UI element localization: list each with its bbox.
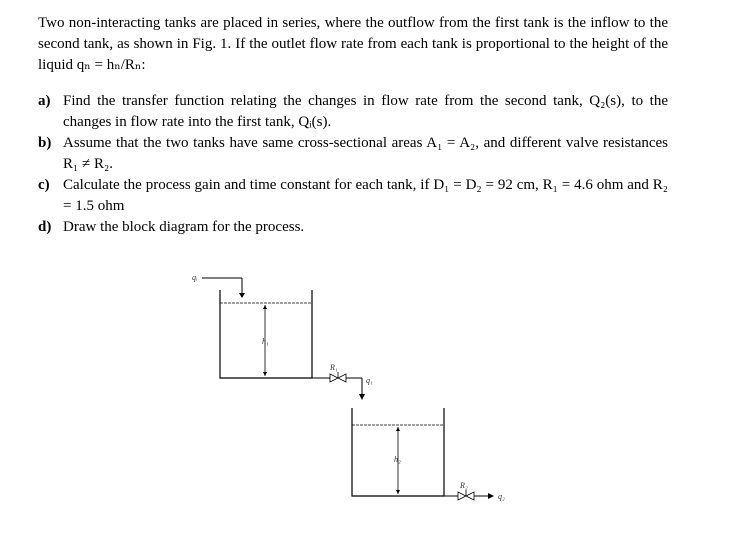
tank-diagram-svg [180,260,520,510]
question-c [38,175,668,217]
tank-1 [220,290,312,378]
question-b [38,133,668,175]
label-q1: q₁ [366,376,373,385]
valve-r1 [312,372,365,400]
question-a [38,91,668,133]
problem-intro: Two non-interacting tanks are placed in series, where the outflow from the first tank is the inflow to the second tank, as shown in Fig. 1. If the outlet flow rate from each tank is proportional to the height of the liquid qₙ = hₙ/Rₙ: [38,15,668,73]
question-label: d) [38,219,52,235]
question-list [38,91,668,238]
question-label: a) [38,93,51,109]
question-text: Draw the block diagram for the process. [63,219,305,235]
inflow-arrow [202,278,245,298]
tank-diagram [180,260,520,510]
label-r1: R₁ [330,363,338,372]
label-h2: h₂ [394,455,401,464]
question-text: Find the transfer function relating the changes in flow rate from the second tank, Q₂(s), to the changes in flow rate into the first tank, Qᵢ(s). [63,93,668,130]
question-label: b) [38,135,52,151]
label-qi: qᵢ [192,273,198,282]
label-q2: q₂ [498,492,505,501]
label-h1: h₁ [262,337,269,346]
question-text: Calculate the process gain and time constant for each tank, if D₁ = D₂ = 92 cm, R₁ = 4.6 ohm and R₂ = 1.5 ohm [63,177,668,214]
question-label: c) [38,177,50,193]
question-text: Assume that the two tanks have same cross-sectional areas A₁ = A₂, and different valve resistances R₁ ≠ R₂. [63,135,668,172]
tank-2 [352,408,444,496]
valve-r2 [444,490,494,500]
question-d [38,217,668,238]
label-r2: R₂ [460,481,468,490]
